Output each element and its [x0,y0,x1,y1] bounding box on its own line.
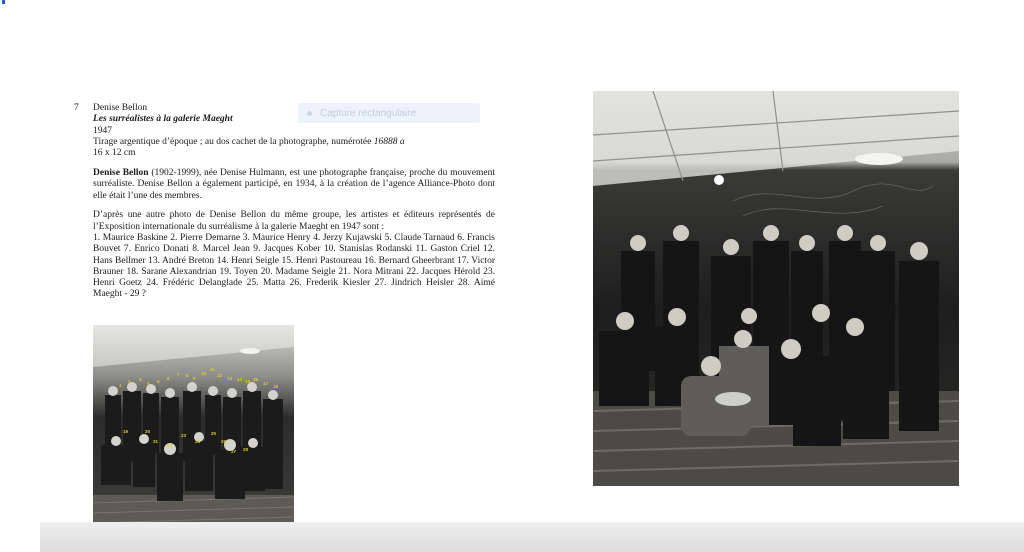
photo-label-11: 11 [210,367,215,372]
artwork-title: Les surréalistes à la galerie Maeght [93,114,233,125]
biography [93,168,495,202]
photo-label-19: 19 [123,429,129,434]
artwork-technique [93,137,495,148]
photo-label-9: 9 [193,376,196,381]
bottom-bar [40,522,1024,552]
capture-dot-icon [307,111,312,116]
reference-photo [93,325,294,531]
group-photo-image [593,91,959,486]
identification-list: 1. Maurice Baskine 2. Pierre Demarne 3. Maurice Henry 4. Jerzy Kujawski 5. Claude Tarnaud 6. Francis Bouvet 7. Enrico Donati 8. Marcel Jean 9. Jacques Kober 10. Stanislas Rodanski 11. Gaston Criel 12. Hans Bellmer 13. André Breton 14. Henri Seigle 15. Henri Pastoureau 16. Bernard Gheerbrant 17. Victor Brauner 18. Sarane Alexandrian 19. Toyen 20. Madame Seigle 21. Nora Mitrani 22. Jacques Hérold 23. Henri Goetz 24. Frédéric Delanglade 25. Matta 26. Frederik Kiesler 27. Jindrich Heisler 28. Aimé Maeght - 29 ? [93,232,495,300]
photo-label-26: 26 [221,439,227,444]
photo-label-5: 5 [157,379,160,384]
photo-label-4: 4 [147,381,150,386]
catalogue-entry [93,103,495,301]
photo-label-16: 16 [253,377,259,382]
artist-name: Denise Bellon [93,103,148,113]
biography-text: (1902-1999), née Denise Hulmann, est une photographe française, proche du mouvement surréaliste. Denise Bellon a également participé, en 1934, à la création de l’agence Alliance-Photo dont elle était l’une des membres. [93,167,495,201]
technique-text: Tirage argentique d’époque ; au dos cachet de la photographe, numérotée [93,136,372,147]
photo-label-10: 10 [201,371,207,376]
inventory-number: 16888 a [373,136,405,147]
photo-label-6: 6 [167,376,170,381]
biography-name: Denise Bellon [93,167,149,178]
photo-label-1: 1 [119,383,122,388]
corner-mark [2,0,5,4]
photo-label-18: 18 [273,384,279,389]
identification-intro: D’après une autre photo de Denise Bellon du même groupe, les artistes et éditeurs représentés de l’Exposition internationale du surréalisme à la galerie Maeght en 1947 sont : [93,210,495,232]
photo-label-23: 23 [181,433,187,438]
photo-label-7: 7 [177,372,180,377]
photo-label-14: 14 [237,377,243,382]
photo-label-24: 24 [195,439,201,444]
photo-label-12: 12 [217,373,223,378]
photo-label-8: 8 [186,373,189,378]
photo-label-25: 25 [211,431,217,436]
entry-number: 7 [74,103,79,113]
capture-tooltip [298,103,480,123]
photo-label-2: 2 [128,379,131,384]
artwork-year: 1947 [93,125,112,136]
photo-label-28: 28 [243,447,249,452]
reference-photo-image [93,325,294,531]
group-photo [593,91,959,486]
photo-label-20: 20 [145,429,151,434]
photo-label-13: 13 [227,376,233,381]
photo-label-17: 17 [263,381,269,386]
photo-label-21: 21 [153,439,159,444]
photo-label-27: 27 [231,449,237,454]
capture-tooltip-label: Capture rectangulaire [320,107,417,119]
photo-label-22: 22 [167,443,173,448]
photo-label-3: 3 [139,377,142,382]
photo-label-15: 15 [245,379,251,384]
artwork-dimensions: 16 x 12 cm [93,148,136,159]
